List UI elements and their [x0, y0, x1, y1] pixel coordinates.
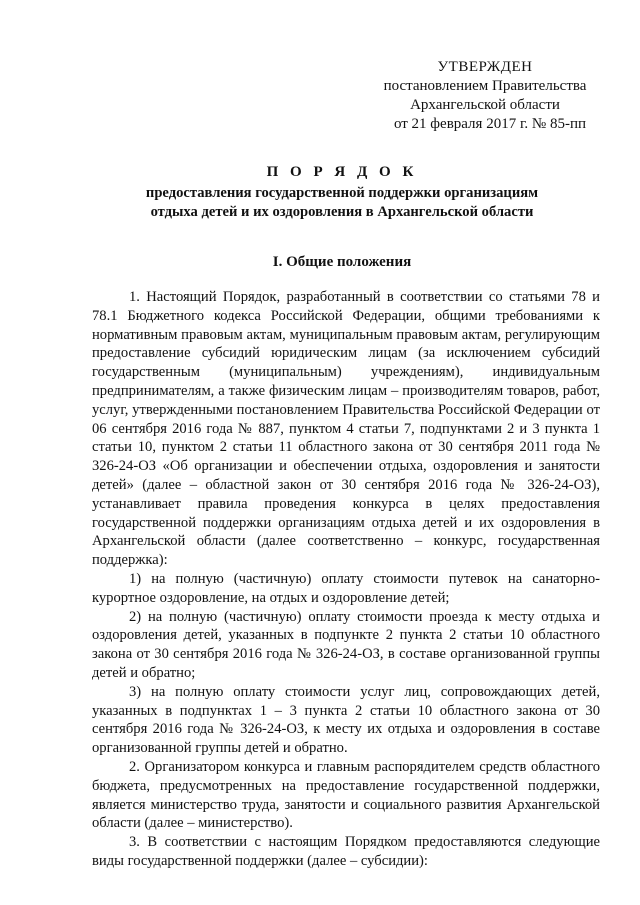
approval-block [360, 58, 610, 134]
document-title: П О Р Я Д О К [266, 164, 418, 180]
paragraph-1-item-2: 2) на полную (частичную) оплату стоимости проезда к месту отдыха и оздоровления детей, указанных в подпункте 2 пункта 2 статьи 10 областного закона от 30 сентября 2016 года № 326-24-ОЗ, в составе организованной группы детей и обратно; [92, 608, 600, 681]
approval-line-1: постановлением Правительства [383, 78, 587, 94]
document-subtitle [84, 184, 600, 222]
document-subtitle-line-2: отдыха детей и их оздоровления в Архангельской области [150, 204, 534, 220]
paragraph-1-item-1: 1) на полную (частичную) оплату стоимости путевок на санаторно-курортное оздоровление, на отдых и оздоровление детей; [92, 570, 600, 606]
paragraph-3: 3. В соответствии с настоящим Порядком предоставляются следующие виды государственной поддержки (далее – субсидии): [92, 834, 600, 869]
paragraph-1-item-3: 3) на полную оплату стоимости услуг лиц, сопровождающих детей, указанных в подпунктах 1 – 3 пункта 2 статьи 10 областного закона от 30 сентября 2016 года № 326-24-ОЗ, к месту их отдыха и оздоровления в составе организованной группы детей и обратно. [92, 683, 600, 757]
paragraph-1: 1. Настоящий Порядок, разработанный в соответствии со статьями 78 и 78.1 Бюджетного кодекса Российской Федерации, общими требованиями к нормативным правовым актам, муниципальным правовым актам, регулирующим предоставление субсидий юридическим лицам (за исключением субсидий государственным (муниципальным) учреждениям), индивидуальным предпринимателям, а также физическим лицам – производителям товаров, работ, услуг, утвержденными постановлением Правительства Российской Федерации от 06 сентября 2016 года № 887, пунктом 4 статьи 7, подпунктами 2 и 3 пункта 1 статьи 10, пунктом 2 статьи 11 областного закона от 30 сентября 2011 года № 326-24-ОЗ «Об организации и обеспечении отдыха, оздоровления и занятости детей» (далее – областной закон от 30 сентября 2016 года № 326-24-ОЗ), устанавливает правила проведения конкурса в целях предоставления государственной поддержки организациям отдыха детей и их оздоровления в Архангельской области (далее соответственно – конкурс, государственная поддержка): [92, 289, 600, 569]
document-subtitle-line-1: предоставления государственной поддержки организациям [145, 185, 539, 201]
document-body [92, 288, 600, 871]
paragraph-2: 2. Организатором конкурса и главным распорядителем средств областного бюджета, предусмотренных на предоставление государственной поддержки, является министерство труда, занятости и социального развития Архангельской области (далее – министерство). [92, 758, 600, 832]
approval-line-2: Архангельской области [410, 97, 560, 113]
approval-title: УТВЕРЖДЕН [437, 59, 533, 75]
approval-line-3: от 21 февраля 2017 г. № 85-пп [393, 116, 587, 132]
section-title: I. Общие положения [272, 254, 412, 270]
